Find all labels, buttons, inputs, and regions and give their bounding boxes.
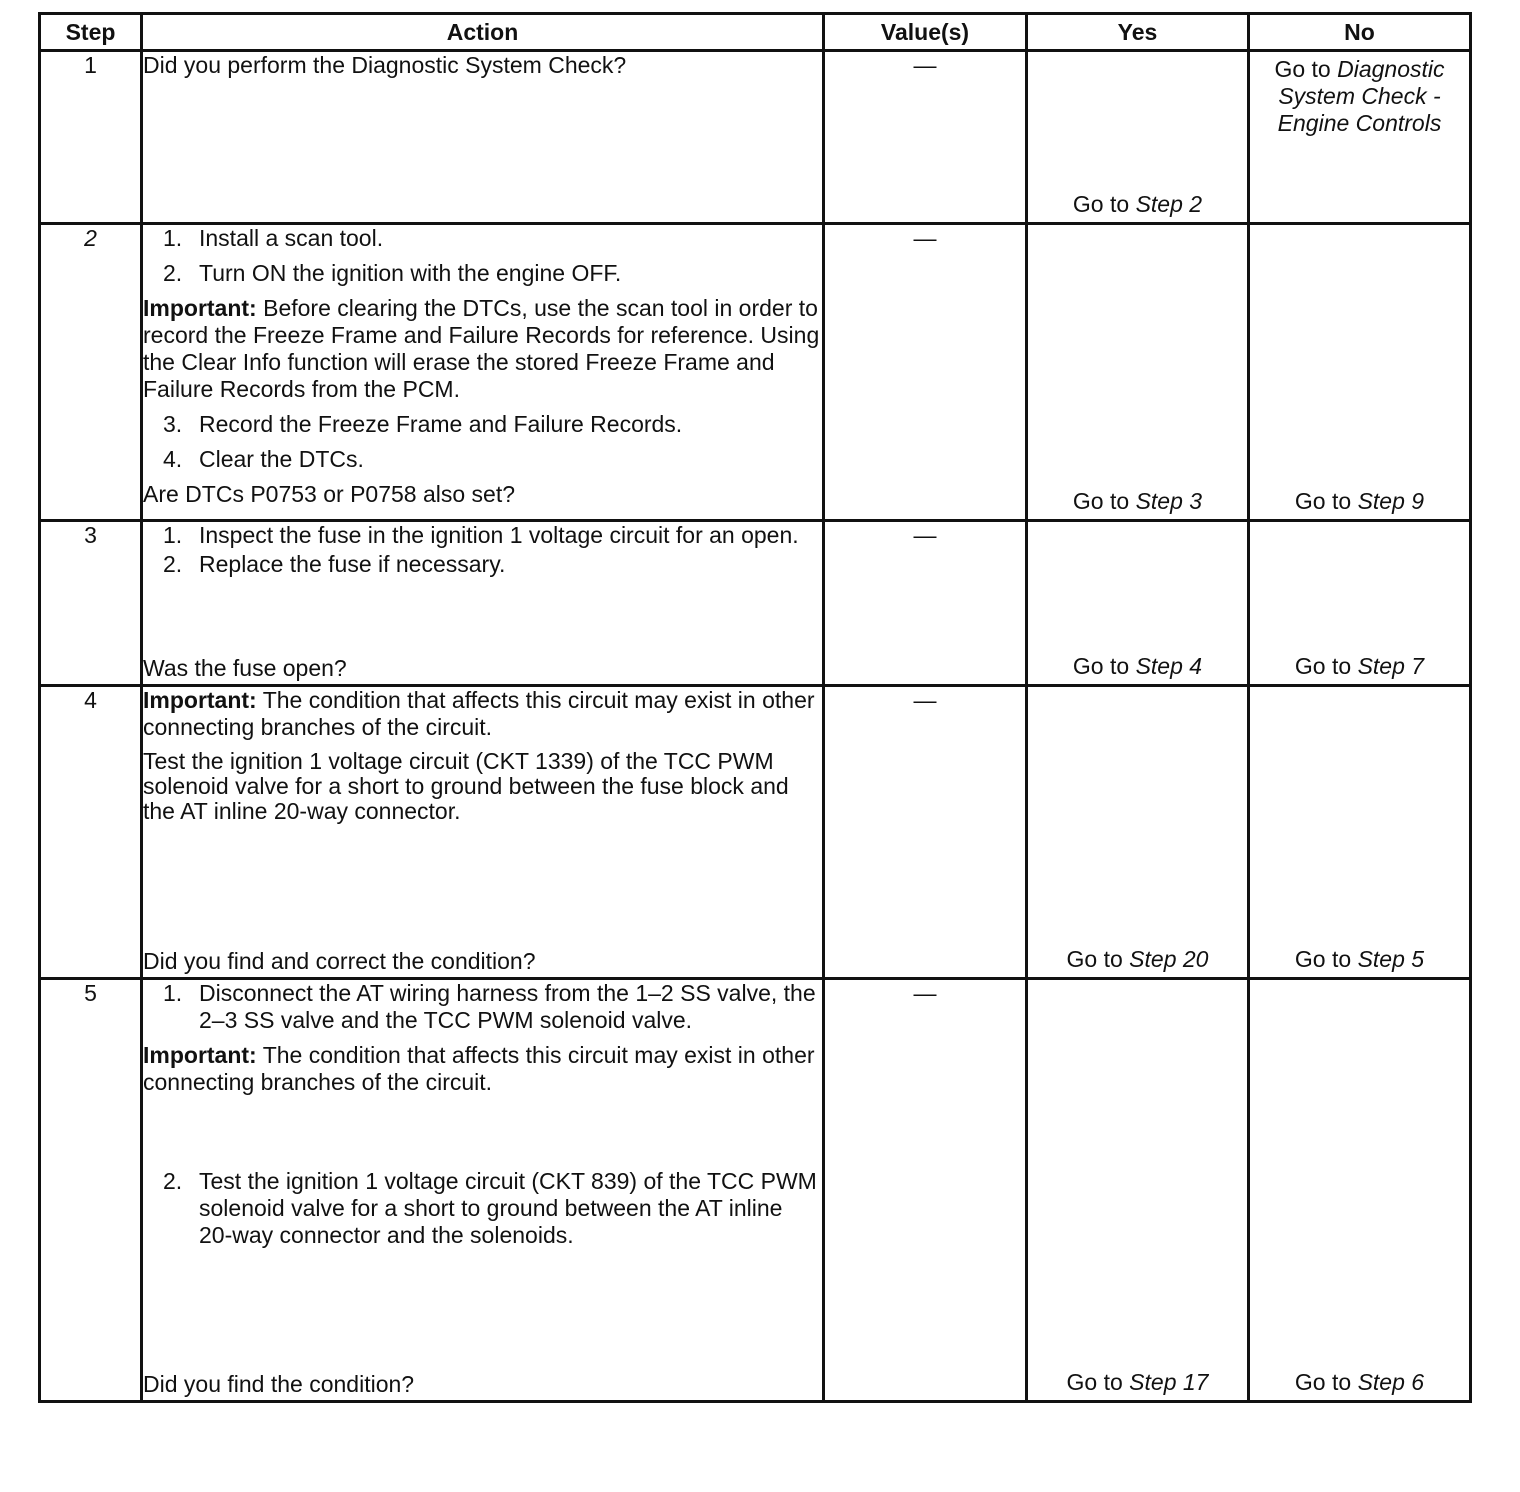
value-dash: —	[913, 225, 937, 251]
goto-target: Step 20	[1129, 946, 1209, 972]
important-label: Important:	[143, 687, 257, 713]
yes-cell	[1027, 224, 1249, 521]
list-text: Inspect the fuse in the ignition 1 voltage circuit for an open.	[199, 522, 799, 548]
table-row-step-5	[40, 979, 1471, 1402]
step-number	[40, 51, 142, 224]
step-number	[40, 979, 142, 1402]
yes-cell	[1027, 521, 1249, 686]
list-item	[163, 980, 822, 1034]
yes-goto[interactable]	[1028, 1369, 1247, 1396]
no-goto[interactable]	[1250, 653, 1469, 680]
list-item	[163, 411, 822, 438]
step-number	[40, 686, 142, 979]
list-num: 4.	[163, 446, 183, 472]
step-number-text: 1	[84, 52, 97, 78]
list-text: Test the ignition 1 voltage circuit (CKT 839) of the TCC PWM solenoid valve for a short to ground between the AT inline 20-way connector and the solenoids.	[199, 1168, 817, 1248]
diagnostic-table	[38, 12, 1472, 1403]
header-row	[40, 14, 1471, 51]
value-cell	[824, 686, 1027, 979]
important-label: Important:	[143, 1042, 257, 1068]
goto-prefix: Go to	[1072, 488, 1136, 514]
value-cell	[824, 51, 1027, 224]
no-goto[interactable]	[1250, 488, 1469, 515]
goto-target: Step 9	[1357, 488, 1425, 514]
goto-prefix: Go to	[1072, 191, 1136, 217]
list-text: Install a scan tool.	[199, 225, 384, 251]
list-text: Clear the DTCs.	[199, 446, 364, 472]
goto-target: Step 17	[1129, 1369, 1209, 1395]
spacer	[143, 1104, 822, 1148]
goto-prefix: Go to	[1274, 56, 1338, 82]
list-num: 1.	[163, 225, 183, 251]
table-row-step-2	[40, 224, 1471, 521]
no-goto[interactable]	[1250, 52, 1469, 137]
value-cell	[824, 224, 1027, 521]
step-number-text: 5	[84, 980, 97, 1006]
step-number-text: 4	[84, 687, 97, 713]
action-inner	[143, 980, 822, 1400]
goto-prefix: Go to	[1294, 488, 1358, 514]
value-dash: —	[913, 52, 937, 78]
important-note	[143, 1042, 822, 1096]
value-dash: —	[913, 980, 937, 1006]
list-num: 2.	[163, 1168, 183, 1194]
important-note	[143, 295, 822, 403]
action-cell	[142, 979, 824, 1402]
goto-prefix: Go to	[1066, 946, 1130, 972]
no-goto[interactable]	[1250, 1369, 1469, 1396]
value-cell	[824, 521, 1027, 686]
table-row-step-3	[40, 521, 1471, 686]
goto-target: Step 7	[1357, 653, 1425, 679]
no-cell	[1249, 521, 1471, 686]
list-item	[163, 225, 822, 252]
list-text: Turn ON the ignition with the engine OFF.	[199, 260, 622, 286]
header-yes: Yes	[1027, 14, 1249, 51]
goto-prefix: Go to	[1066, 1369, 1130, 1395]
no-cell	[1249, 979, 1471, 1402]
header-no: No	[1249, 14, 1471, 51]
goto-target: Step 6	[1357, 1369, 1425, 1395]
list-item	[163, 260, 822, 287]
goto-prefix: Go to	[1294, 1369, 1358, 1395]
list-num: 1.	[163, 980, 183, 1006]
action-question: Did you perform the Diagnostic System Check?	[143, 52, 627, 78]
step-number	[40, 224, 142, 521]
value-dash: —	[913, 522, 937, 548]
list-item	[163, 446, 822, 473]
list-item	[163, 1168, 822, 1249]
important-text: The condition that affects this circuit may exist in other connecting branches of the circuit.	[143, 687, 815, 740]
list-text: Disconnect the AT wiring harness from the 1–2 SS valve, the 2–3 SS valve and the TCC PWM solenoid valve.	[199, 980, 816, 1033]
goto-prefix: Go to	[1072, 653, 1136, 679]
list-num: 1.	[163, 522, 183, 548]
action-question: Did you find the condition?	[143, 1371, 415, 1397]
goto-target: Step 4	[1135, 653, 1203, 679]
goto-target: Step 5	[1357, 946, 1425, 972]
yes-cell	[1027, 686, 1249, 979]
list-num: 2.	[163, 551, 183, 577]
header-values: Value(s)	[824, 14, 1027, 51]
no-cell	[1249, 224, 1471, 521]
important-note	[143, 687, 822, 741]
no-cell	[1249, 686, 1471, 979]
action-question: Are DTCs P0753 or P0758 also set?	[143, 481, 516, 507]
list-num: 2.	[163, 260, 183, 286]
goto-prefix: Go to	[1294, 946, 1358, 972]
important-label: Important:	[143, 295, 257, 321]
yes-goto[interactable]	[1028, 488, 1247, 515]
action-cell	[142, 51, 824, 224]
table-row-step-1	[40, 51, 1471, 224]
header-step: Step	[40, 14, 142, 51]
no-goto[interactable]	[1250, 946, 1469, 973]
action-inner	[143, 687, 822, 977]
important-text: Before clearing the DTCs, use the scan tool in order to record the Freeze Frame and Failure Records for reference. Using the Clear Info function will erase the stored Freeze Frame and Failure Records from the PCM.	[143, 295, 820, 402]
yes-cell	[1027, 979, 1249, 1402]
header-action: Action	[142, 14, 824, 51]
step-number-text: 2	[84, 225, 97, 251]
list-item	[163, 551, 822, 578]
goto-target: Step 2	[1135, 191, 1203, 217]
value-dash: —	[913, 687, 937, 713]
goto-target: Diagnostic System Check - Engine Controls	[1277, 56, 1445, 136]
table-row-step-4	[40, 686, 1471, 979]
value-cell	[824, 979, 1027, 1402]
list-text: Replace the fuse if necessary.	[199, 551, 506, 577]
list-item	[163, 522, 822, 549]
action-inner	[143, 522, 822, 684]
yes-goto[interactable]	[1028, 653, 1247, 680]
yes-goto[interactable]	[1028, 191, 1247, 218]
action-body: Test the ignition 1 voltage circuit (CKT 1339) of the TCC PWM solenoid valve for a short to ground between the fuse block and the AT inline 20-way connector.	[143, 748, 789, 824]
goto-prefix: Go to	[1294, 653, 1358, 679]
action-question: Was the fuse open?	[143, 655, 347, 681]
list-text: Record the Freeze Frame and Failure Records.	[199, 411, 683, 437]
step-number	[40, 521, 142, 686]
yes-goto[interactable]	[1028, 946, 1247, 973]
action-cell	[142, 521, 824, 686]
goto-target: Step 3	[1135, 488, 1203, 514]
action-cell	[142, 686, 824, 979]
no-cell	[1249, 51, 1471, 224]
step-number-text: 3	[84, 522, 97, 548]
important-text: The condition that affects this circuit may exist in other connecting branches of the circuit.	[143, 1042, 815, 1095]
yes-cell	[1027, 51, 1249, 224]
list-num: 3.	[163, 411, 183, 437]
action-question: Did you find and correct the condition?	[143, 948, 536, 974]
action-cell	[142, 224, 824, 521]
